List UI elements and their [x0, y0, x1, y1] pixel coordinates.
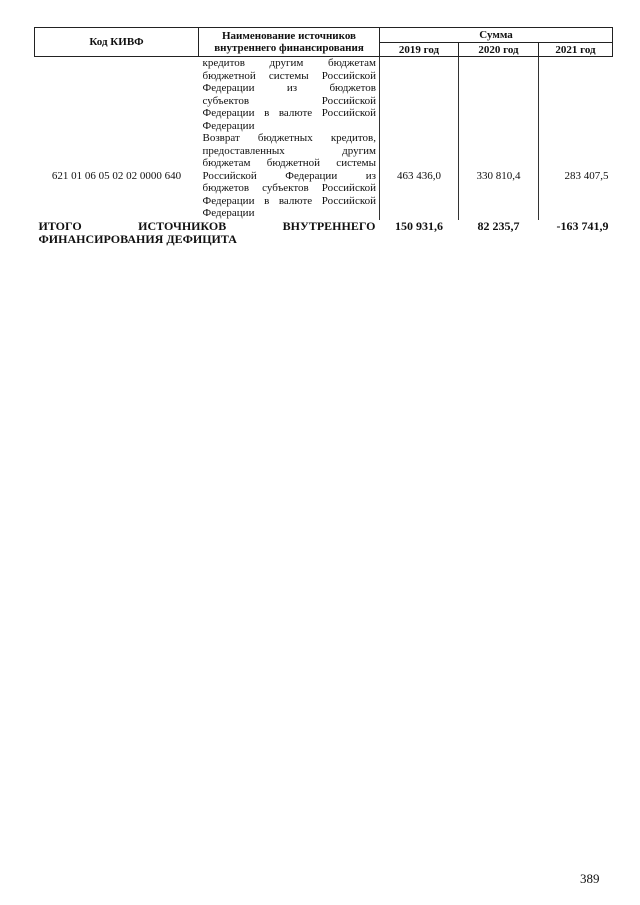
name-line: Федерации	[202, 119, 255, 132]
header-year-2020: 2020 год	[459, 43, 539, 57]
name-line: бюджетам бюджетной системы	[202, 157, 376, 169]
table-row-continued	[35, 57, 613, 133]
header-code: Код КИВФ	[35, 28, 199, 57]
total-row	[35, 220, 613, 246]
row-value-2020: 330 810,4	[459, 132, 539, 220]
name-line: Российской Федерации из	[202, 169, 376, 182]
row-name-cell	[199, 132, 380, 220]
name-line: Федерации	[202, 207, 255, 219]
total-label-line1: ИТОГО ИСТОЧНИКОВ ВНУТРЕННЕГО	[38, 218, 376, 233]
row-value-2021: 283 407,5	[564, 169, 609, 182]
total-label	[35, 220, 380, 246]
row-value-2019: 463 436,0	[380, 132, 459, 220]
name-line: Федерации в валюте Российской	[202, 107, 376, 119]
row-code: 621 01 06 05 02 02 0000 640	[51, 169, 182, 182]
name-line: кредитов другим бюджетам	[202, 57, 376, 69]
continued-code-cell	[35, 57, 199, 133]
continued-name-cell	[199, 57, 380, 133]
total-value-2019: 150 931,6	[395, 218, 443, 233]
header-year-2019: 2019 год	[380, 43, 459, 57]
name-line: Возврат бюджетных кредитов,	[202, 132, 376, 144]
name-line: предоставленных другим	[202, 144, 376, 157]
header-year-2021: 2021 год	[539, 43, 613, 57]
header-name-line1: Наименование источников	[221, 30, 356, 42]
name-line: бюджетной системы Российской	[202, 69, 376, 82]
header-sum: Сумма	[380, 28, 613, 43]
total-value-2020: 82 235,7	[477, 218, 520, 233]
header-row-top	[35, 28, 613, 43]
financing-table	[34, 27, 613, 246]
header-name	[199, 28, 380, 57]
page-number: 389	[580, 871, 600, 886]
total-label-line2: ФИНАНСИРОВАНИЯ ДЕФИЦИТА	[38, 231, 237, 246]
table-row	[35, 132, 613, 220]
header-name-line2: внутреннего финансирования	[214, 42, 364, 54]
name-line: субъектов Российской	[202, 94, 376, 107]
name-line: бюджетов субъектов Российской	[202, 182, 376, 194]
name-line: Федерации в валюте Российской	[202, 194, 376, 207]
total-value-2021: -163 741,9	[556, 218, 609, 233]
name-line: Федерации из бюджетов	[202, 82, 376, 94]
